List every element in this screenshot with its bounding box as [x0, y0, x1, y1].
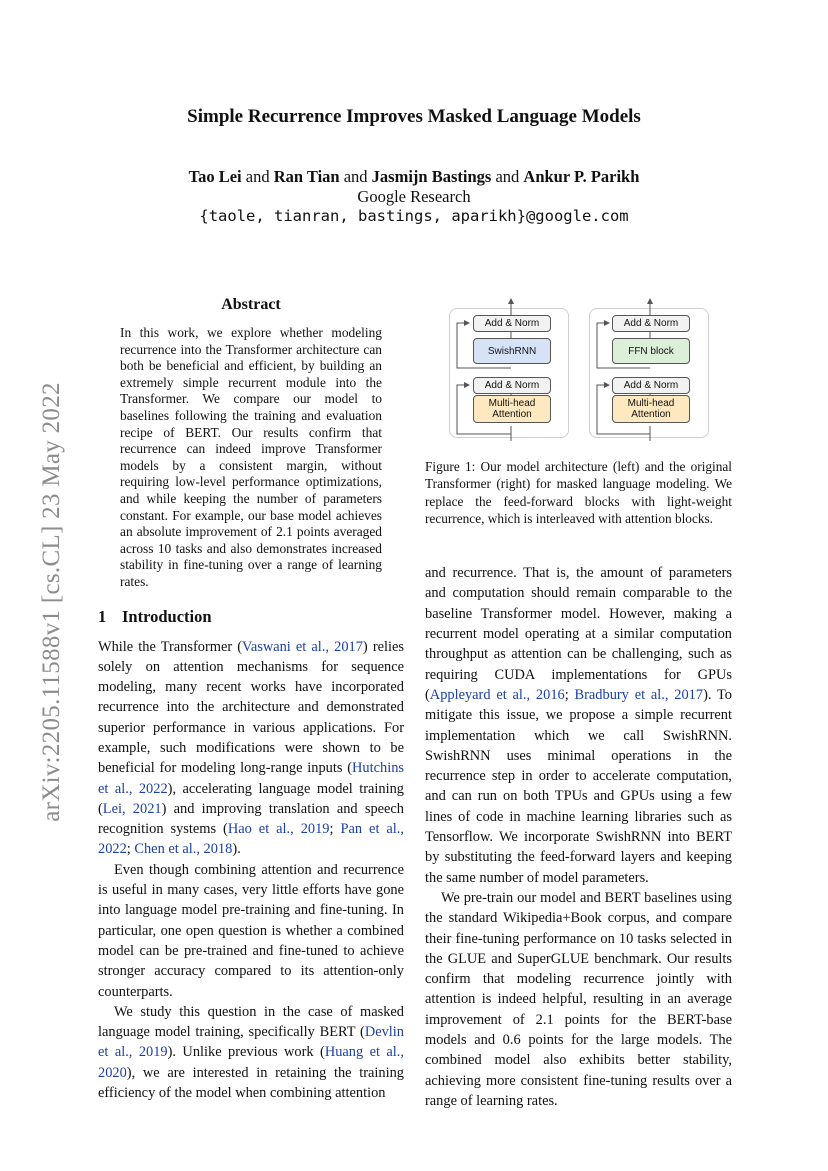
- abstract-heading: Abstract: [221, 296, 281, 313]
- text-span: ), accelerating language model training (: [98, 780, 405, 817]
- affiliation: Google Research: [357, 187, 471, 206]
- citation-link[interactable]: Pan et al., 2022: [98, 821, 405, 858]
- section-number: 1: [98, 606, 107, 626]
- section-title: Introduction: [122, 606, 212, 626]
- abstract-text: In this work, we explore whether modeling recurrence into the Transformer architecture can both be beneficial and efficient, by building an extremely simple recurrent module into the Transformer. We compare our model to baselines following the training and evaluation recipe of BERT. Our results confirm that recurrence can indeed improve Transformer models by a consistent margin, without requiring low-level performance optimizations, and while keeping the number of parameters constant. For example, our base model achieves an absolute improvement of 2.1 points averaged across 10 tasks and also demonstrates increased stability in fine-tuning over a range of learning rates.: [120, 325, 382, 589]
- citation-link[interactable]: Appleyard et al., 2016: [429, 686, 565, 703]
- attention-label-line: Attention: [631, 409, 671, 420]
- add-norm-box: Add & Norm: [612, 377, 690, 394]
- citation-link[interactable]: Chen et al., 2018: [134, 841, 233, 858]
- swishrnn-block: SwishRNN: [473, 338, 551, 364]
- right-column: [425, 296, 732, 1111]
- author-name: Jasmijn Bastings: [371, 167, 492, 186]
- text-span: ), we are interested in retaining the training efficiency of the model when combining attention: [98, 1064, 404, 1102]
- citation-link[interactable]: Huang et al., 2020: [98, 1044, 404, 1081]
- text-span: While the Transformer (: [98, 638, 243, 655]
- author-separator: and: [343, 167, 368, 186]
- author-emails: {taole, tianran, bastings, aparikh}@google.com: [199, 207, 629, 225]
- text-span: ;: [126, 841, 135, 858]
- attention-label-line: Multi-head: [627, 398, 675, 409]
- text-span: ;: [564, 686, 575, 703]
- citation-link[interactable]: Devlin et al., 2019: [98, 1024, 404, 1061]
- citation-link[interactable]: Hao et al., 2019: [227, 821, 330, 838]
- figure-1-architecture: [425, 296, 732, 446]
- intro-paragraph-3: [98, 1002, 404, 1103]
- text-span: ) relies solely on attention mechanisms for sequence modeling, many recent works have incorporated recurrence into the architecture and demonstrated superior performance in various applications. For example, such modifications were shown to be beneficial for modeling long-range inputs (: [98, 638, 404, 777]
- author-separator: and: [495, 167, 520, 186]
- author-name: Ankur P. Parikh: [523, 167, 640, 186]
- arxiv-watermark: arXiv:2205.11588v1 [cs.CL] 23 May 2022: [38, 382, 65, 822]
- multi-head-attention-block: [612, 395, 690, 423]
- text-span: ).: [232, 841, 241, 858]
- attention-label-line: Multi-head: [488, 398, 536, 409]
- multi-head-attention-block: [473, 395, 551, 423]
- ffn-block: FFN block: [612, 338, 690, 364]
- author-name: Ran Tian: [273, 167, 340, 186]
- section-heading-introduction: [98, 607, 404, 627]
- author-list: [0, 167, 828, 187]
- citation-link[interactable]: Hutchins et al., 2022: [98, 760, 404, 797]
- text-span: ). To mitigate this issue, we propose a simple recurrent implementation which we call SwishRNN. SwishRNN uses minimal operations in the recurrence step in order to accelerate computation, and can run on both TPUs and GPUs using a few lines of code in machine learning libraries such as Tensorflow. We incorporate SwishRNN into BERT by substituting the feed-forward layers and keeping the same number of model parameters.: [425, 686, 732, 886]
- author-name: Tao Lei: [188, 167, 242, 186]
- text-span: ). Unlike previous work (: [167, 1044, 325, 1061]
- author-separator: and: [245, 167, 270, 186]
- right-column-body: [425, 563, 732, 1111]
- text-span: and recurrence. That is, the amount of parameters and computation should remain comparable to the baseline Transformer model. However, making a recurrent model operating at a similar computation throughput as attention can be challenging, such as requiring CUDA implementations for GPUs (: [425, 565, 732, 703]
- text-span: We study this question in the case of masked language model training, specifically BERT (: [98, 1003, 404, 1041]
- intro-paragraph-5: We pre-train our model and BERT baselines using the standard Wikipedia+Book corpus, and compare their fine-tuning performance on 10 tasks selected in the GLUE and SuperGLUE benchmark. Our results confirm that modeling recurrence jointly with attention is indeed helpful, resulting in an average improvement of 2.1 points for the BERT-base models and 0.6 points for the large models. The combined model also exhibits better stability, achieving more consistent fine-tuning results over a range of learning rates.: [425, 889, 732, 1109]
- intro-paragraph-2: Even though combining attention and recurrence is useful in many cases, very little efforts have gone into language model pre-training and fine-tuning. In particular, one open question is whether a combined model can be pre-trained and fine-tuned to achieve stronger accuracy compared to its attention-only counterparts.: [98, 861, 404, 1000]
- attention-label-line: Attention: [492, 409, 532, 420]
- text-span: ;: [329, 821, 341, 838]
- text-span: ) and improving translation and speech recognition systems (: [98, 800, 404, 838]
- add-norm-box: Add & Norm: [473, 377, 551, 394]
- add-norm-box: Add & Norm: [612, 315, 690, 332]
- citation-link[interactable]: Bradbury et al., 2017: [574, 686, 704, 703]
- figure-1-caption: Figure 1: Our model architecture (left) and the original Transformer (right) for masked language modeling. We replace the feed-forward blocks with light-weight recurrence, which is interleaved with attention blocks.: [425, 459, 732, 526]
- citation-link[interactable]: Lei, 2021: [102, 800, 162, 817]
- intro-paragraph-4: [425, 563, 732, 888]
- left-column: [98, 296, 404, 1103]
- paper-title: Simple Recurrence Improves Masked Language Models: [187, 106, 641, 127]
- add-norm-box: Add & Norm: [473, 315, 551, 332]
- intro-paragraph-1: [98, 637, 404, 860]
- citation-link[interactable]: Vaswani et al., 2017: [242, 638, 363, 655]
